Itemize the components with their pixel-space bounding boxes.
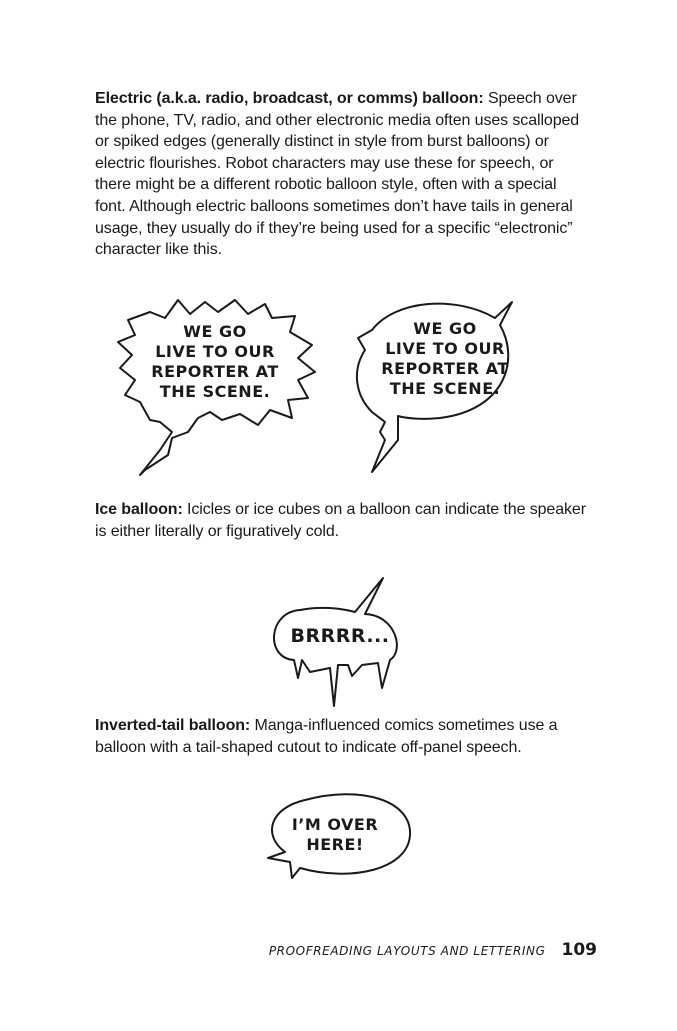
description: Speech over the phone, TV, radio, and other electronic media often uses scalloped or spiked edges (generally distinct in style from burst balloons) or electric flourishes. Robot characters may use these for speech, or there might be a different robotic balloon style, often with a special font. Although electric balloons sometimes don’t have tails in general usage, they usually do if they’re being used for a specific “electronic” character like this. (95, 90, 580, 259)
running-head: PROOFREADING LAYOUTS AND LETTERING (268, 944, 546, 958)
inverted-balloon-text: I’M OVER HERE! (291, 815, 379, 854)
description: Icicles or ice cubes on a balloon can indicate the speaker is either literally or figuratively cold. (95, 501, 586, 540)
ice-balloon-text: BRRRR... (290, 625, 390, 647)
term: Inverted-tail balloon: (95, 717, 251, 734)
description: Manga-influenced comics sometimes use a balloon with a tail-shaped cutout to indicate off-panel speech. (95, 717, 558, 756)
electric-oval-balloon-text: WE GO LIVE TO OUR REPORTER AT THE SCENE. (381, 319, 509, 398)
term: Electric (a.k.a. radio, broadcast, or comms) balloon: (95, 90, 484, 107)
page-footer (269, 940, 597, 960)
electric-spiked-balloon-text: WE GO LIVE TO OUR REPORTER AT THE SCENE. (151, 322, 279, 401)
page-number: 109 (561, 940, 597, 960)
term: Ice balloon: (95, 501, 183, 518)
